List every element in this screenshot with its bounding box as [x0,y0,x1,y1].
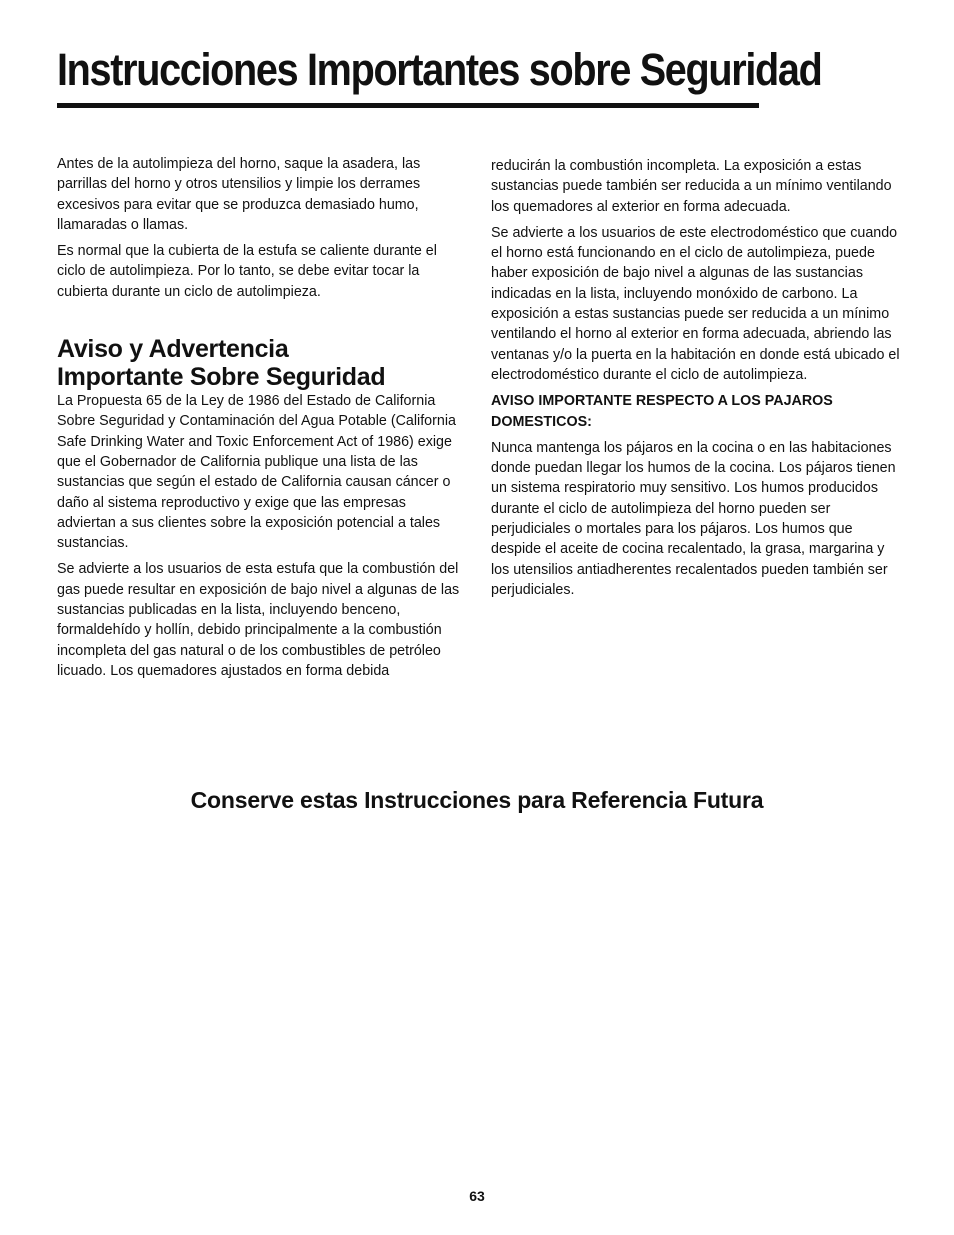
paragraph-cleaning-prep: Antes de la autolimpieza del horno, saque la asadera, las parrillas del horno y otros utensilios y limpie los derrames excesivos para evitar que se produzca demasiado humo, llamaradas o llamas. [57,156,421,233]
section-heading [57,335,467,391]
paragraph-bird-warning: Nunca mantenga los pájaros en la cocina o en las habitaciones donde puedan llegar los humos de la cocina. Los pájaros tienen un sistema respiratorio muy sensitivo. Los humos producidos durante el ciclo de autolimpieza del horno pueden ser perjudiciales o mortales para los pájaros. Los humos que despide el aceite de cocina recalentado, la grasa, margarina y los utensilios antiadherentes recalentados pueden también ser perjudiciales. [491,439,896,598]
left-column [57,154,467,687]
section-heading-line1: Aviso y Advertencia [57,335,289,364]
page-title: Instrucciones Importantes sobre Seguridad [57,44,822,95]
paragraph-combustion-continued: reducirán la combustión incompleta. La exposición a estas sustancias puede también ser reducida a un mínimo ventilando los quemadores al exterior en forma adecuada. [491,158,892,215]
paragraph-gas-combustion: Se advierte a los usuarios de esta estufa que la combustión del gas puede resultar en exposición de bajo nivel a algunas de las sustancias publicadas en la lista, incluyendo benceno, formaldehído y hollín, debido principalmente a la combustión incompleta del gas natural o de los combustibles de petróleo licuado. Los quemadores ajustados en forma debida [57,561,460,679]
paragraph-proposition-65: La Propuesta 65 de la Ley de 1986 del Estado de California Sobre Seguridad y Contaminación del Agua Potable (California Safe Drinking Water and Toxic Enforcement Act of 1986) exige que el Gobernador de California publique una lista de las sustancias que según el estado de California causan cáncer o daño al sistema reproductivo y exige que las empresas adviertan a sus clientes sobre la exposición potencial a tales sustancias. [57,393,456,552]
bird-warning-heading: AVISO IMPORTANTE RESPECTO A LOS PAJAROS DOMESTICOS: [491,393,833,430]
section-heading-line2: Importante Sobre Seguridad [57,363,386,392]
title-underline [57,103,759,108]
right-column [491,156,901,606]
paragraph-self-clean-exposure: Se advierte a los usuarios de este electrodoméstico que cuando el horno está funcionando en el ciclo de autolimpieza, puede haber exposición de bajo nivel a algunas de las sustancias indicadas en la lista, incluyendo monóxido de carbono. La exposición a estas sustancias puede ser reducida a un mínimo ventilando el horno al exterior en forma adecuada, abriendo las ventanas y/o la puerta en la habitación en donde está ubicado el electrodoméstico durante el ciclo de autolimpieza. [491,224,900,383]
save-instructions-note: Conserve estas Instrucciones para Referencia Futura [190,787,764,813]
paragraph-cooktop-heat: Es normal que la cubierta de la estufa se caliente durante el ciclo de autolimpieza. Por lo tanto, se debe evitar tocar la cubierta durante un ciclo de autolimpieza. [57,243,437,300]
page-number: 63 [469,1188,485,1204]
